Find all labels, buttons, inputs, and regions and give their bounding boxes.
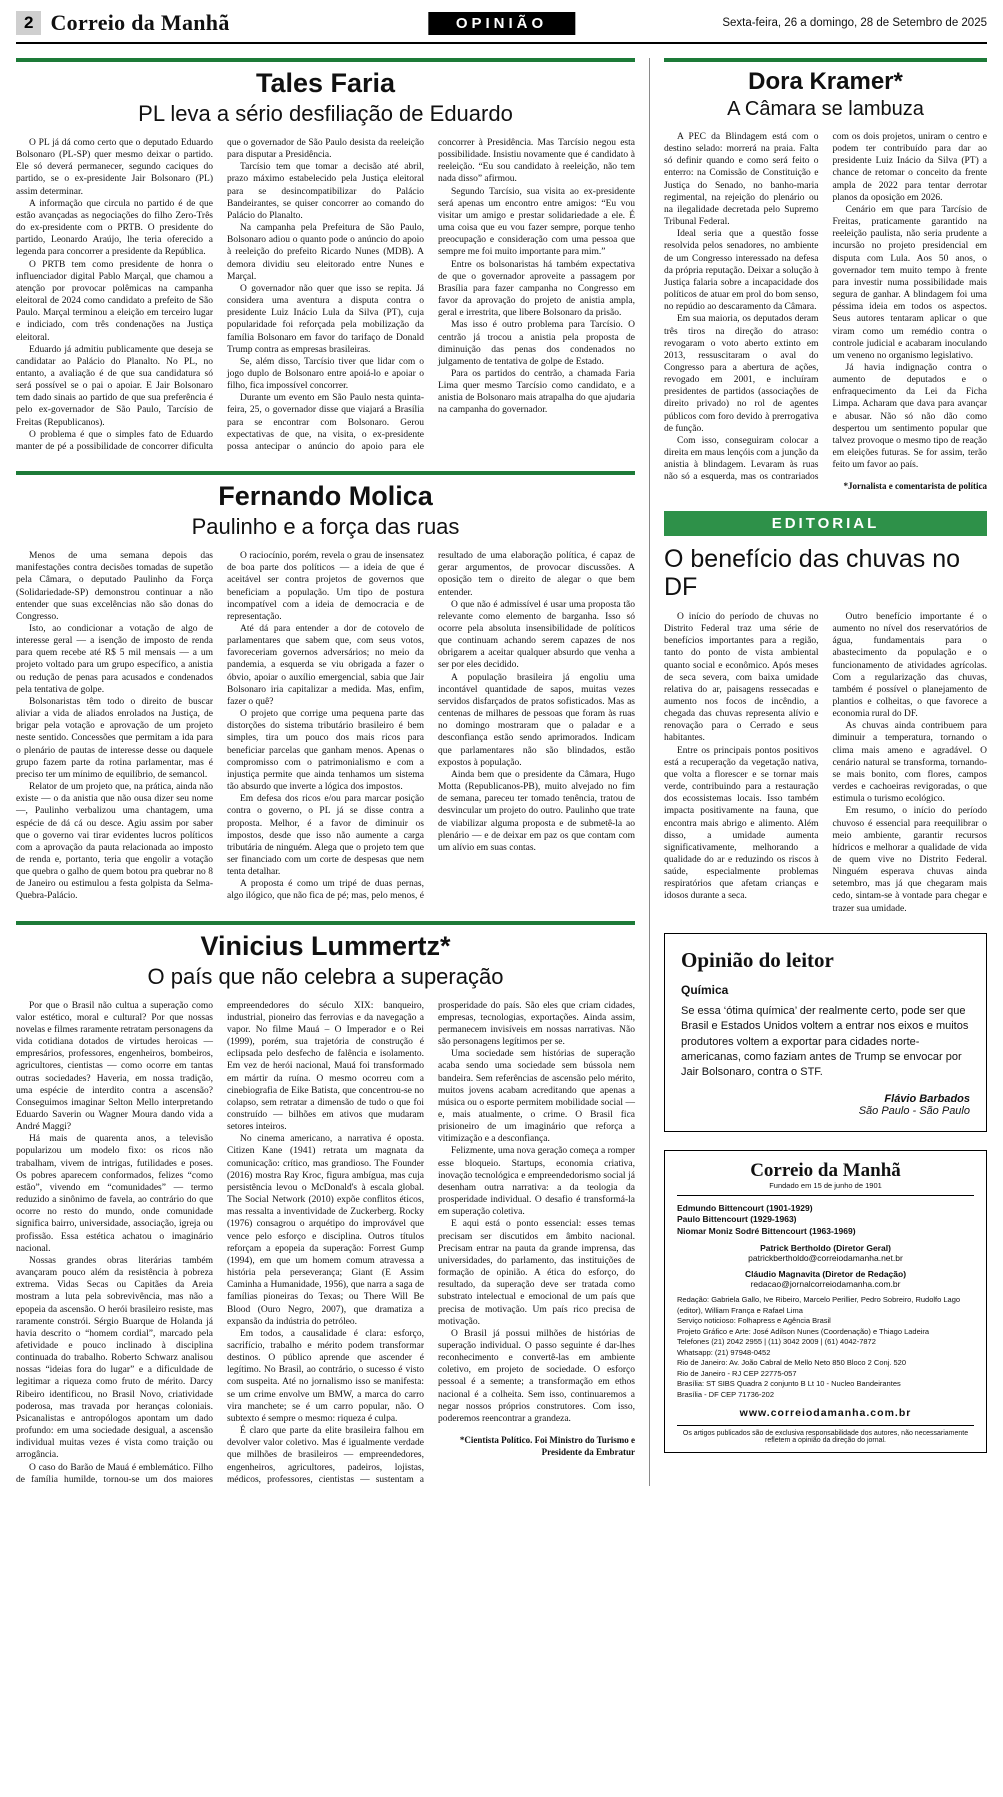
masthead-line: Telefones (21) 2042 2955 | (11) 3042 2009 | (61) 4042-7872 xyxy=(677,1337,876,1347)
paragraph: Em todos, a causalidade é clara: esforço, sacrifício, trabalho e mérito podem transformar destinos. O público aprende que ascender é legítimo. No Brasil, ao contrário, o sucesso é visto com suspeita. Até no jornalismo isso se manifesta: se um crime envolve um BMW, a marca do carro vira manchete; se é um carro popular, não. O subtexto é sempre o mesmo: riqueza é culpa. xyxy=(227,1328,424,1424)
editorial-body xyxy=(664,611,987,915)
masthead-box xyxy=(664,1150,987,1453)
editorial-section xyxy=(664,511,987,915)
masthead-line: Whatsapp: (21) 97948-0452 xyxy=(677,1347,771,1357)
paragraph: Menos de uma semana depois das manifestações contra decisões tomadas de supetão pela Câmara, o deputado Paulinho da Força (Solidariedade-SP) demonstrou continuar a não entender que suas excelências não são donas do Congresso. xyxy=(16,551,213,622)
section-rule xyxy=(16,58,635,62)
paragraph: Na campanha pela Prefeitura de São Paulo, Bolsonaro adiou o quanto pode o anúncio do apoio à reeleição do prefeito Ricardo Nunes (MDB). A demora dividiu seu eleitorado entre Nunes e Marçal. xyxy=(227,223,424,282)
paragraph: Uma sociedade sem histórias de superação acaba sendo uma sociedade sem bússola nem bandeira. Sem referências de ascensão pelo mérito, muitos jovens acabam acreditando que apenas a música ou o esporte permitem mobilidade social — e, mais atualmente, o crime. O Brasil fica prisioneiro de um imaginário que reforça a vitimização e a desconfiança. xyxy=(438,1049,635,1145)
paragraph: A informação que circula no partido é de que estão avançadas as negociações do filho Zero-Três do ex-presidente com o PRTB. O presidente do partido, Leonardo Araújo, lhe teria oferecido a legenda para concorrer a presidente da República. xyxy=(16,198,213,258)
masthead-line: Brasília: ST SIBS Quadra 2 conjunto B Lt 10 - Nucleo Bandeirantes xyxy=(677,1379,901,1389)
paragraph: O início do período de chuvas no Distrito Federal traz uma série de benefícios importantes para a região, tanto do ponto de vista ambiental quanto social e econômico. Após meses de seca severa, com baixa umidade relativa do ar, paisagens ressecadas e aumento nos focos de incêndio, a chegada das chuvas representa alívio e renovação para o Cerrado e seus habitantes. xyxy=(664,611,819,744)
paragraph: Já havia indignação contra o aumento de deputados e o enfraquecimento da Lei da Ficha Limpa. Acharam que dava para avançar e abusar. Não só não dão como despertou um sentimento popular que talvez provoque o mesmo tipo de reação em eleições futuras. Se for assim, terão feito um favor ao país. xyxy=(832,362,987,471)
newspaper-logo: Correio da Manhã xyxy=(50,10,230,35)
reader-opinion-box xyxy=(664,933,987,1132)
paragraph: Relator de um projeto que, na prática, ainda não existe — o da anistia que não ousa dizer seu nome —, Paulinho verbalizou uma chantagem, uma espécie de dá cá ou desce. Agiu assim por saber que o governo vai tirar evidentes lucros políticos com a aprovação da pauta relacionada ao imposto de renda e, portanto, teria que engolir a votação que quebra o galho de quem botou pra quebrar no 8 de Janeiro ou estimulou a festa golpista da Selma-Quebra-Palácio. xyxy=(16,782,213,902)
editorial-headline: O benefício das chuvas no DF xyxy=(664,544,961,601)
paragraph: Nossas grandes obras literárias também avançaram pouco além da resistência à pobreza extrema. Vidas Secas ou Capitães da Areia mostram a luta pela sobrevivência, mas não a epopeia da ascensão. O herói brasileiro resiste, mas raramente constrói. Sérgio Buarque de Holanda já havia descrito o “homem cordial”, marcado pela afetividade e pouco inclinado à disciplina continuada do trabalho. Roberto Schwarz analisou nossas “ideias fora do lugar” e a dificuldade de legitimar a riqueza como fruto de mérito. Darcy Ribeiro identificou, no Brasil Novo, criatividade poderosa, mas travada por heranças coloniais. Psicanalistas e antropólogos apontam um dado profundo: em uma sociedade desigual, a ascensão individual muitas vezes é vista como traição ou arrogância. xyxy=(16,1255,213,1461)
masthead-logo: Correio da Manhã xyxy=(750,1159,901,1181)
masthead-disclaimer: Os artigos publicados são de exclusiva responsabilidade dos autores, não necessariamente refletem a opinião da direção do jornal. xyxy=(677,1425,974,1444)
paragraph: O PL já dá como certo que o deputado Eduardo Bolsonaro (PL-SP) quer mesmo deixar o partido. Ele só deverá permanecer, segundo caciques do partido, se o ex-presidente Jair Bolsonaro (PL) assim determinar. xyxy=(16,138,213,197)
paragraph: O projeto que corrige uma pequena parte das distorções do sistema tributário brasileiro é bem simples, tira um pouco dos mais ricos para beneficiar parcelas que ganham menos. Apenas o compromisso com o patrimonialismo e com a injustiça permite que ainda tenhamos um sistema tão absurdo que inverte a lógica dos impostos. xyxy=(227,709,424,793)
paragraph: Isto, ao condicionar a votação de algo de interesse geral — a isenção de imposto de renda para quem recebe até R$ 5 mil mensais — a um projeto voltado para um grupo específico, a anistia ou redução de penas para acusados e condenados pela tentativa de golpe. xyxy=(16,624,213,695)
page-body xyxy=(16,58,987,1486)
masthead-founders xyxy=(677,1203,974,1237)
masthead-founded: Fundado em 15 de junho de 1901 xyxy=(677,1181,974,1196)
page-header xyxy=(16,10,987,44)
page-number: 2 xyxy=(16,11,41,35)
paragraph: Bolsonaristas têm todo o direito de buscar aliviar a vida de aliados enrolados na Justiça, de brigar pela votação e aprovação de um projeto neste sentido. Concessões que permitam a ida para o plenário de pautas de interesse desse ou daquele grupo fazem parte da rotina parlamentar, mas é preciso ter um mínimo de equilíbrio, de semancol. xyxy=(16,696,213,780)
article-headline: PL leva a sério desfiliação de Eduardo xyxy=(138,101,513,126)
paragraph: Entre os bolsonaristas há também expectativa de que o governador aproveite a passagem por Brasília para fazer campanha no Congresso em favor da aprovação do projeto de anistia ampla, geral e irrestrita, que libere Bolsonaro da prisão. xyxy=(438,259,635,319)
paragraph: O Brasil já possui milhões de histórias de superação individual. O passo seguinte é dar-lhes reconhecimento e convertê-las em ambiente coletivo, em projeto de sociedade. O esforço pessoal é a semente; a transformação em ethos nacional é a colheita. Sem isso, continuaremos a negar nossos próprios construtores. Com isso, poderemos reencontrar a grandeza. xyxy=(438,1328,635,1424)
founder-line: Paulo Bittencourt (1929-1963) xyxy=(677,1214,797,1225)
paragraph: O raciocínio, porém, revela o grau de insensatez de boa parte dos políticos — a ideia de que é aceitável ser contra projetos de governos que beneficiam a população. Um tipo de postura incompatível com a ideia de democracia e de representação. xyxy=(227,551,424,622)
author-name: Vinicius Lummertz* xyxy=(200,930,451,961)
masthead-editor-email: redacao@jornalcorreiodamanha.com.br xyxy=(750,1279,901,1290)
author-name: Tales Faria xyxy=(255,68,396,98)
article-headline: A Câmara se lambuza xyxy=(727,98,924,120)
paragraph: Com isso, conseguiram colocar a direita em maus lençóis com a junção da anistia à blindagem. Levaram às ruas não só a esquerda, mas os contrariados com os dois projetos, uniram o centro e podem ter contribuído para dar ao presidente Luiz Inácio da Silva (PT) a chance de retomar o conceito da frente ampla de 2022 para tentar derrotar planos da oposição em 2026. xyxy=(664,132,987,483)
paragraph: O problema é que o simples fato de Eduardo manter de pé a possibilidade de concorrer dificulta que o governador de São Paulo desista da reeleição para disputar a Presidência. xyxy=(16,138,424,452)
article-headline: O país que não celebra a superação xyxy=(147,963,504,989)
paragraph: *Cientista Político. Foi Ministro do Turismo e Presidente da Embratur xyxy=(459,1435,635,1457)
paragraph: Em sua maioria, os deputados deram três tiros na direção do atraso: revogaram o voto aberto extinto em 2013, ressuscitaram o aval do Congresso para a abertura de ações, revogado em 2001, e incluíram presidentes de partidos (associações de direito privado) no rol de agentes públicos com foro devido à prerrogativa de função. xyxy=(664,314,819,434)
letter-title: Química xyxy=(681,982,729,997)
section-rule xyxy=(16,921,635,925)
paragraph: Entre os principais pontos positivos está a recuperação da vegetação nativa, que volta a florescer e se tornar mais verde, contribuindo para a restauração dos ecossistemas locais. Isso também impacta positivamente na fauna, que encontra mais abrigo e alimento. Além disso, a umidade aumenta significativamente, melhorando a qualidade do ar e reduzindo os riscos à saúde, especialmente problemas respiratórios que afetam crianças e idosos durante a seca. xyxy=(664,745,819,902)
article-body xyxy=(664,131,987,493)
article-body xyxy=(16,1000,635,1486)
section-rule xyxy=(664,58,987,62)
masthead-director: Patrick Bertholdo (Diretor Geral) xyxy=(760,1243,891,1254)
paragraph: Em defesa dos ricos e/ou para marcar posição contra o governo, o PL já se disse contra a proposta. Melhor, é a favor de diminuir os impostos, desde que isso não aumente a carga tributária de ninguém. Alega que o projeto tem que ser financiado com um corte de despesas que nem tenta detalhar. xyxy=(227,794,424,878)
paragraph: Segundo Tarcísio, sua visita ao ex-presidente será apenas um encontro entre amigos: “Eu vou visitar um amigo e prestar solidariedade a ele. É uma coisa que eu vou fazer sempre, porque tenho preocupação e consideração com uma pessoa que sempre me foi muito importante para mim.” xyxy=(438,186,635,258)
paragraph: E aqui está o ponto essencial: esses temas precisam ser discutidos em âmbito nacional. Precisam entrar na pauta da grande imprensa, das universidades, do parlamento, das instituições de formação de opinião. A ética do esforço, do resultado, da superação deve ser tratada como substrato intelectual e emocional de um país que precisa de motivação. Um país rico precisa de motivação. xyxy=(438,1219,635,1327)
author-name: Fernando Molica xyxy=(218,481,433,512)
right-column-flow xyxy=(649,58,987,1486)
masthead-website: www.correiodamanha.com.br xyxy=(739,1407,912,1420)
paragraph: Mas isso é outro problema para Tarcísio. O centrão já trocou a anistia pela proposta de diminuição das penas dos condenados no julgamento de tentativa de golpe de Estado. xyxy=(438,320,635,367)
founder-line: Edmundo Bittencourt (1901-1929) xyxy=(677,1202,813,1213)
article-fernando-molica xyxy=(16,471,635,903)
left-column-flow xyxy=(16,58,649,1486)
article-headline: Paulinho e a força das ruas xyxy=(191,514,460,540)
paragraph: Em resumo, o início do período chuvoso é essencial para reequilibrar o meio ambiente, garantir recursos hídricos e melhorar a qualidade de vida de quem vive no Distrito Federal. Ninguém esperava chuvas ainda setembro, mas já que chegaram mais cedo, sintam-se à vontade para chegar e trazer sua umidade. xyxy=(832,806,987,914)
reader-opinion-title: Opinião do leitor xyxy=(681,947,834,972)
paragraph: O governador não quer que isso se repita. Já considera uma aventura a disputa contra o presidente Luiz Inácio Lula da Silva (PT), cuja popularidade foi reforçada pela mobilização da família Bolsonaro em favor do tarifaço de Donald Trump contra as empresas brasileiras. xyxy=(227,283,424,355)
article-dora-kramer xyxy=(664,58,987,493)
paragraph: Até dá para entender a dor de cotovelo de parlamentares que sabem que, com seus votos, favoreceriam governos adversários; no meio da pandemia, a esquerda se viu obrigada a fazer o óbvio, apoiar o auxílio emergencial, sabia que Jair Bolsonaro iria capitalizar a medida. Mas, enfim, fazer o quê? xyxy=(227,624,424,707)
paragraph: A PEC da Blindagem está com o destino selado: morrerá na praia. Falta só definir quando e como será feito o enterro: na Comissão de Constituição e Justiça do Senado, no banho-maria regimental, na rejeição do plenário ou na ilegalidade decretada pelo Supremo Tribunal Federal. xyxy=(664,132,819,228)
article-tales-faria xyxy=(16,58,635,453)
section-badge: OPINIÃO xyxy=(428,12,575,35)
paragraph: Ideal seria que a questão fosse resolvida pelos senadores, no ambiente de um Congresso interessado na defesa da própria reputação. Deixar a solução à Justiça falaria sobre a incapacidade dos políticos de atuar em prol do bom senso, no repúdio ao descaramento da Câmara. xyxy=(664,229,819,313)
masthead-line: Brasília - DF CEP 71736-202 xyxy=(677,1389,774,1399)
paragraph: Há mais de quarenta anos, a televisão popularizou um modelo fixo: os ricos não trabalham, vivem de intrigas, futilidades e poses. Os pobres aparecem conformados, felizes “como estão”, vivendo em “comunidades” — termo reduzido a sinônimo de favela, ao contrário do que ocorre no resto do mundo, onde comunidade significa bairro, universidade, associação, igreja ou profissão. Essa estética achatou o imaginário nacional. xyxy=(16,1134,213,1254)
paragraph: No cinema americano, a narrativa é oposta. Citizen Kane (1941) retrata um magnata da comunicação: crítico, mas grandioso. The Founder (2016) mostra Ray Kroc, figura ambígua, mas cuja persistência levou o McDonald's à escala global. The Social Network (2010) expõe conflitos éticos, mas ressalta a inventividade de Zuckerberg. Rocky (1976) consagrou o arquétipo do improvável que vence pelo esforço e disciplina. Outros títulos reforçam a epopeia da superação: Forrest Gump (1994), em que um homem comum atravessa a história pela perseverança; Giant (E Assim Caminha a Humanidade, 1956), que narra a saga de famílias pioneiras do Texas; ou There Will Be Blood (Ouro Negro, 2007), que dramatiza a expansão da indústria do petróleo. xyxy=(227,1134,424,1327)
paragraph: Outro benefício importante é o aumento no nível dos reservatórios de água, fundamentais para o abastecimento da população e o funcionamento de atividades agrícolas. Com a regularização das chuvas, também é possível o planejamento de plantios e colheitas, o que favorece a economia rural do DF. xyxy=(832,611,987,720)
edition-date: Sexta-feira, 26 a domingo, 28 de Setembro de 2025 xyxy=(722,17,987,29)
paragraph: A população brasileira já engoliu uma incontável quantidade de sapos, muitas vezes servidos disfarçados de pratos sofisticados. Mas as centenas de milhares de pessoas que foram às ruas no domingo mostraram que o paladar e a desconfiança estão sendo aprimorados. Indicam que parlamentares não são blindados, estão expostos à população. xyxy=(438,672,635,768)
masthead-editor: Cláudio Magnavita (Diretor de Redação) xyxy=(744,1269,907,1280)
author-name: Dora Kramer* xyxy=(748,68,903,95)
paragraph: Ainda bem que o presidente da Câmara, Hugo Motta (Republicanos-PB), muito alvejado no fim de semana, pareceu ter tomado tenência, tratou de desvincular um projeto do outro. Paulinho que trate de viabilizar alguma proposta e de submetê-la ao plenário — e de deixar em paz os que contam com um alívio em suas contas. xyxy=(438,769,635,853)
article-body xyxy=(16,137,635,453)
masthead-line: Redação: Gabriela Gallo, Ive Ribeiro, Marcelo Perillier, Pedro Sobreiro, Rudolfo Lago (editor), William França e Rafael Lima xyxy=(677,1295,961,1315)
masthead-line: Serviço noticioso: Folhapress e Agência Brasil xyxy=(677,1316,831,1326)
letter-body: Se essa ‘ótima química’ der realmente certo, pode ser que Brasil e Estados Unidos voltem a entrar nos eixos e muitos produtores voltem a exportar para cidades norte-americanas, como faziam antes de Trump se envocar por Jair Bolsonaro, contra o STF. xyxy=(681,1004,969,1079)
masthead-line: Rio de Janeiro - RJ CEP 22775-057 xyxy=(677,1368,797,1378)
article-body xyxy=(16,550,635,903)
masthead-staff-lines xyxy=(677,1295,974,1400)
paragraph: *Jornalista e comentarista de política xyxy=(843,481,987,492)
paragraph: Tarcísio tem que tomar a decisão até abril, prazo máximo estabelecido pela Justiça eleitoral para se desincompatibilizar do Palácio Bandeirantes, se quiser concorrer ao comando do Palácio do Planalto. xyxy=(227,162,424,221)
article-vinicius-lummertz xyxy=(16,921,635,1486)
paragraph: Para os partidos do centrão, a chamada Faria Lima quer mesmo Tarcísio como candidato, e a anistia de Bolsonaro mais atrapalha do que ajudaria na campanha do governador. xyxy=(438,368,635,416)
paragraph: É claro que parte da elite brasileira falhou em devolver valor coletivo. Mas é igualmente verdade que milhões de brasileiros — empreendedores, engenheiros, agricultores, padeiros, lojistas, médicos, professores, cientistas — sustentam a prosperidade do país. São eles que criam cidades, empresas, tecnologias, exportações. Ainda assim, permanecem invisíveis em nossas narrativas. Não são personagens legítimos per se. xyxy=(227,1000,635,1485)
paragraph: As chuvas ainda contribuem para diminuir a temperatura, tornando o clima mais ameno e agradável. O cenário natural se transforma, tornando-se mais bonito, com flores, campos verdes e cachoeiras revigoradas, o que estimula o turismo ecológico. xyxy=(832,721,987,805)
paragraph: O PRTB tem como presidente de honra o influenciador digital Pablo Marçal, que chamou a atenção por provocar polêmicas na campanha eleitoral de 2024 como candidato a prefeito de São Paulo. Marçal terminou a eleição em terceiro lugar e indiciado, com três condenações na Justiça eleitoral. xyxy=(16,259,213,343)
founder-line: Niomar Moniz Sodré Bittencourt (1963-1969) xyxy=(677,1225,856,1236)
paragraph: Por que o Brasil não cultua a superação como valor estético, moral e cultural? Por que nossas novelas e filmes raramente retratam personagens da vida cotidiana dotados de virtudes heroicas — empresários, professores, engenheiros, bombeiros, agricultores, cientistas — como ocorre em tantas outras sociedades? Haveria, em nossa tradição, uma espécie de interdito contra a ascensão? Conseguimos imaginar Selton Mello interpretando Eduardo Saverin ou Wagner Moura dando vida a André Maggi? xyxy=(16,1000,213,1133)
section-rule xyxy=(16,471,635,475)
paragraph: O caso do Barão de Mauá é emblemático. Filho de família humilde, tornou-se um dos maiores empreendedores do século XIX: banqueiro, industrial, pioneiro das ferrovias e da navegação a vapor. No filme Mauá – O Imperador e o Rei (1999), porém, sua trajetória de construção é eclipsada pelo desfecho de falência e isolamento. Em vez de herói nacional, Mauá foi transformado em mártir da ruína. O mesmo ocorreu com a cinebiografia de Eike Batista, que concentrou-se no colapso, sem retratar a dimensão de tudo o que foi construído — bilhões em ativos que mudaram setores inteiros. xyxy=(16,1000,424,1485)
masthead-director-email: patrickbertholdo@correiodamanha.net.br xyxy=(748,1253,903,1264)
letter-author-location: São Paulo - São Paulo xyxy=(858,1104,970,1117)
masthead-line: Projeto Gráfico e Arte: José Adilson Nunes (Coordenação) e Thiago Ladeira xyxy=(677,1326,930,1336)
paragraph: Cenário em que para Tarcísio de Freitas, praticamente garantido na reeleição paulista, não seria prudente a incursão no projeto presidencial em disputa com Lula. Aos 50 anos, o governador tem muito tempo à frente para investir numa possibilidade mais segura de ganhar. A blindagem foi uma péssima ideia em todos os aspectos. Seus autores tentaram aplicar o que viram como um remédio contra o controle judicial e acabaram inoculando um veneno no organismo legislativo. xyxy=(832,204,987,361)
paragraph: Durante um evento em São Paulo nesta quinta-feira, 25, o governador disse que viajará a Brasília para se encontrar com Bolsonaro. Gerou expectativas de que, na visita, o ex-presidente possa antecipar o anúncio do apoio para ele concorrer à Presidência. Mas Tarcísio negou esta possibilidade. Insistiu novamente que é candidato à reeleição. “Eu sou candidato à reeleição, não tem nada disso” afirmou. xyxy=(227,138,635,452)
masthead-line: Rio de Janeiro: Av. João Cabral de Mello Neto 850 Bloco 2 Conj. 520 xyxy=(677,1358,907,1368)
letter-author: Flávio Barbados xyxy=(884,1092,970,1105)
paragraph: Se, além disso, Tarcísio tiver que lidar com o jogo duplo de Bolsonaro entre apoiá-lo e apoiar o filho, fica impossível concorrer. xyxy=(227,356,424,392)
paragraph: Felizmente, uma nova geração começa a romper esse bloqueio. Startups, economia criativa, inovação tecnológica e empreendedorismo social já desenham outra narrativa: a da teologia da prosperidade individual. O desafio é transformá-la em superação coletiva. xyxy=(438,1146,635,1218)
editorial-banner: EDITORIAL xyxy=(664,511,987,536)
paragraph: A proposta é como um tripé de duas pernas, algo ilógico, que não fica de pé; mas, pelo menos, é resultado de uma elaboração política, é capaz de gerar argumentos, de provocar discussões. A oposição tem o direito de alegar o que bem entender. xyxy=(227,551,635,902)
paragraph: O que não é admissível é usar uma proposta tão relevante como elemento de barganha. Isso só ocorre pela absoluta insensibilidade de políticos que continuam achando serem capazes de nos obrigarem a aceitar qualquer absurdo que venha a ser por eles decidido. xyxy=(438,599,635,671)
paragraph: Eduardo já admitiu publicamente que deseja se candidatar ao Palácio do Planalto. No PL, no entanto, a avaliação é de que sua candidatura só será possível se o pai o apoiar. E Jair Bolsonaro tem dado sinais ao partido de que sua preferência é pelo ex-governador de São Paulo, Tarcísio de Freitas (Republicanos). xyxy=(16,344,213,428)
